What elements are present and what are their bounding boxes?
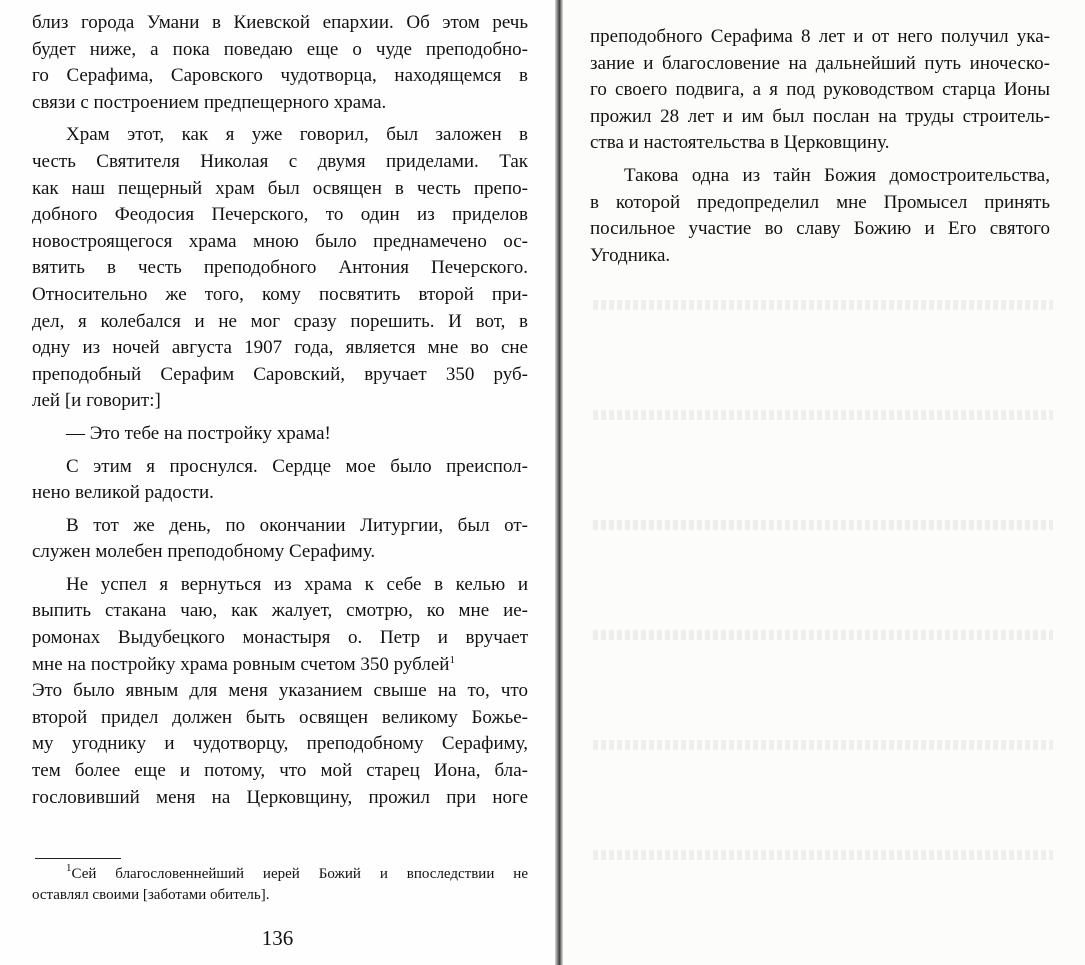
line-text: лей [и говорит:] (32, 390, 161, 412)
line-text: посильное участие во славу Божию и Его святого (590, 218, 1050, 240)
text-line (32, 335, 528, 362)
text-line (32, 731, 528, 758)
footnote-marker: 1 (449, 653, 455, 666)
text-line (32, 388, 528, 415)
text-line (32, 758, 528, 785)
right-page-text (590, 24, 1050, 269)
line-text: честь Святителя Николая с двумя приделами. Так (32, 150, 528, 172)
footnote (32, 864, 528, 906)
text-line (590, 24, 1050, 51)
line-text: преподобного Серафима 8 лет и от него получил ука- (590, 26, 1050, 47)
right-page (563, 0, 1085, 965)
left-page-text (32, 10, 528, 811)
text-line (32, 229, 528, 256)
text-line (32, 10, 528, 37)
show-through (593, 850, 1053, 860)
line-text: мне на постройку храма ровным счетом 350 рублей (32, 653, 450, 675)
text-line (32, 480, 528, 507)
show-through (593, 740, 1053, 750)
line-text: С этим я проснулся. Сердце мое было преиспол- (66, 455, 528, 477)
line-text: прожил 28 лет и им был послан на труды строитель- (590, 105, 1050, 127)
line-text: второй придел должен быть освящен великому Божье- (32, 706, 528, 728)
text-line (32, 37, 528, 64)
footnote-line (32, 864, 528, 885)
line-text: близ города Умани в Киевской епархии. Об этом речь (32, 12, 528, 33)
text-line (32, 255, 528, 282)
show-through (593, 520, 1053, 530)
text-line (32, 652, 528, 679)
text-line (32, 678, 528, 705)
book-gutter (555, 0, 563, 965)
line-text: — Это тебе на постройку храма! (66, 422, 331, 444)
line-text: добного Феодосия Печерского, то один из приделов (32, 204, 528, 226)
text-line (32, 785, 528, 812)
text-line (590, 104, 1050, 131)
footnote-number: 1 (66, 862, 72, 874)
text-line (32, 598, 528, 625)
show-through (593, 630, 1053, 640)
line-text: му угоднику и чудотворцу, преподобному Серафиму, (32, 733, 528, 755)
page-number-left: 136 (261, 926, 294, 950)
text-line (32, 282, 528, 309)
line-text: в которой предопределил мне Промысел принять (590, 191, 1050, 213)
text-line (590, 51, 1050, 78)
line-text: вятить в честь преподобного Антония Печерского. (32, 257, 528, 279)
line-text: Не успел я вернуться из храма к себе в келью и (66, 573, 528, 595)
text-line (32, 705, 528, 732)
text-line (32, 421, 528, 448)
text-line (32, 454, 528, 481)
line-text: новостроящегося храма мною было преднамечено ос- (32, 230, 528, 252)
text-line (32, 63, 528, 90)
text-line (32, 513, 528, 540)
line-text: нено великой радости. (32, 482, 214, 504)
line-text: тем более еще и потому, что мой старец Иона, бла- (32, 760, 528, 782)
text-line (32, 539, 528, 566)
text-line (590, 216, 1050, 243)
line-text: одну из ночей августа 1907 года, является мне во сне (32, 337, 528, 359)
text-line (590, 77, 1050, 104)
line-text: Храм этот, как я уже говорил, был заложен в (66, 124, 528, 146)
line-text: го своего подвига, а я под руководством старца Ионы (590, 79, 1050, 101)
line-text: ства и настоятельства в Церковщину. (590, 132, 890, 154)
text-line (32, 572, 528, 599)
text-line (32, 90, 528, 117)
text-line (32, 149, 528, 176)
line-text: Такова одна из тайн Божия домостроительства, (624, 164, 1050, 186)
line-text: ромонах Выдубецкого монастыря о. Петр и вручает (32, 627, 528, 649)
text-line (32, 202, 528, 229)
text-line (32, 309, 528, 336)
line-text: будет ниже, а пока поведаю еще о чуде преподобно- (32, 38, 528, 60)
line-text: связи с построением предпещерного храма. (32, 91, 387, 113)
text-line (32, 362, 528, 389)
text-line (32, 625, 528, 652)
text-line (32, 176, 528, 203)
line-text: В тот же день, по окончании Литургии, был от- (66, 514, 528, 536)
line-text: служен молебен преподобному Серафиму. (32, 541, 376, 563)
line-text: дел, я колебался и не мог сразу порешить. И вот, в (32, 310, 528, 332)
footnote-divider (35, 858, 121, 859)
line-text: преподобный Серафим Саровский, вручает 350 руб- (32, 363, 528, 385)
line-text: Это было явным для меня указанием свыше на то, что (32, 680, 528, 702)
show-through (593, 410, 1053, 420)
line-text: Относительно же того, кому посвятить второй при- (32, 283, 528, 305)
line-text: зание и благословение на дальнейший путь иноческо- (590, 52, 1050, 74)
footnote-text: оставлял своими [заботами обитель]. (32, 887, 270, 903)
text-line (590, 190, 1050, 217)
line-text: гословивший меня на Церковщину, прожил при ноге (32, 786, 528, 808)
text-line (32, 122, 528, 149)
line-text: Угодника. (590, 244, 671, 266)
text-line (590, 130, 1050, 157)
footnote-text: Сей благословеннейший иерей Божий и впоследствии не (71, 866, 528, 882)
line-text: го Серафима, Саровского чудотворца, находящемся в (32, 65, 528, 87)
text-line (590, 163, 1050, 190)
show-through (593, 300, 1053, 310)
line-text: выпить стакана чаю, как жалует, смотрю, ко мне ие- (32, 600, 528, 622)
footnote-line (32, 885, 528, 906)
text-line (590, 243, 1050, 270)
line-text: как наш пещерный храм был освящен в честь препо- (32, 177, 528, 199)
